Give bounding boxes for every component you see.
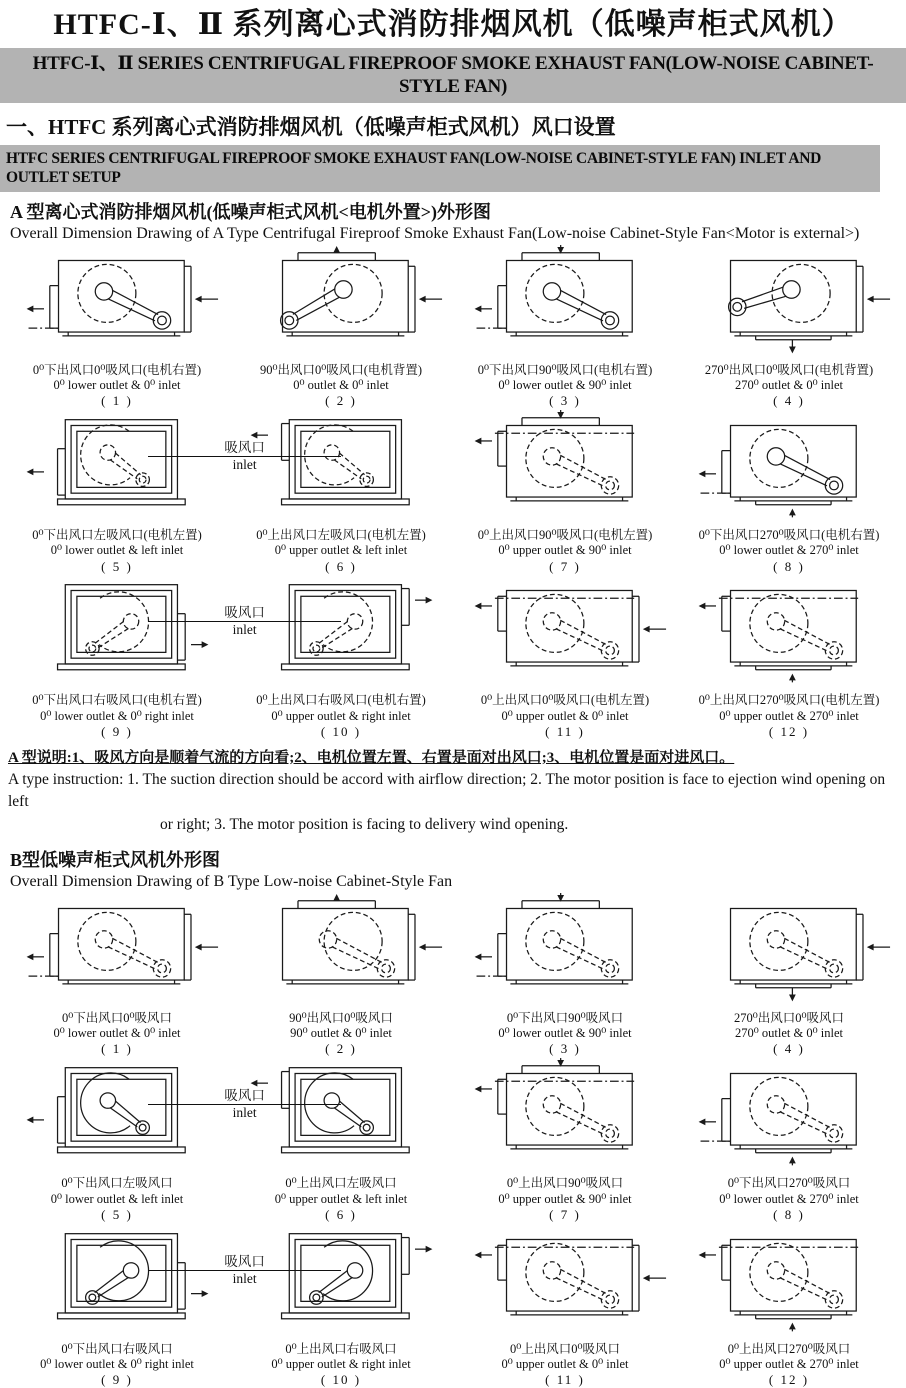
section-a-note-en-line1: A type instruction: 1. The suction direction should be accord with airflow direction; 2. The motor position is face to ejection wind opening on left <box>8 770 886 810</box>
fan-figure <box>453 1224 677 1342</box>
caption-en: 0⁰ lower outlet & 90⁰ inlet <box>498 1026 632 1041</box>
fan-diagram-cell-7 <box>453 410 677 574</box>
fan-diagram-cell-10 <box>229 1224 453 1388</box>
caption-number: ( 11 ) <box>545 1372 585 1388</box>
fan-figure <box>677 410 901 528</box>
fan-diagram-cell-4 <box>677 893 901 1057</box>
caption-en: 0⁰ lower outlet & 270⁰ inlet <box>719 543 859 558</box>
section-a-note-cn: A 型说明:1、吸风方向是顺着气流的方向看;2、电机位置左置、右置是面对出风口;3、电机位置是面对进风口。 <box>8 749 735 766</box>
caption-cn: 0⁰下出风口90⁰吸风口 <box>506 1010 624 1025</box>
caption-number: ( 10 ) <box>320 723 362 739</box>
caption-number: ( 3 ) <box>549 393 581 409</box>
fan-figure <box>453 410 677 528</box>
fan-figure <box>229 893 453 1011</box>
caption-number: ( 12 ) <box>768 723 810 739</box>
caption-en: 0⁰ upper outlet & 0⁰ inlet <box>501 708 629 723</box>
caption-number: ( 6 ) <box>325 558 357 574</box>
fan-figure <box>229 575 453 693</box>
fan-diagram-cell-2 <box>229 893 453 1057</box>
caption-en: 270⁰ outlet & 0⁰ inlet <box>735 1026 843 1041</box>
caption-cn: 0⁰下出风口右吸风口(电机右置) <box>32 693 202 708</box>
fan-diagram-cell-9 <box>5 1224 229 1388</box>
fan-diagram-cell-11 <box>453 1224 677 1388</box>
section-1-banner-en: HTFC SERIES CENTRIFUGAL FIREPROOF SMOKE EXHAUST FAN(LOW-NOISE CABINET-STYLE FAN) INLET AND OUTLET SETUP <box>0 145 880 192</box>
caption-en: 0⁰ lower outlet & 0⁰ right inlet <box>40 1356 194 1371</box>
catalog-page <box>0 6 906 1388</box>
caption-number: ( 8 ) <box>773 558 805 574</box>
fan-figure <box>5 1058 229 1176</box>
fan-figure <box>453 245 677 363</box>
caption-cn: 270⁰出风口0⁰吸风口 <box>733 1010 845 1025</box>
caption-en: 0⁰ upper outlet & left inlet <box>274 1191 408 1206</box>
caption-cn: 0⁰下出风口0⁰吸风口(电机右置) <box>32 362 202 377</box>
caption-number: ( 2 ) <box>325 393 357 409</box>
caption-number: ( 6 ) <box>325 1206 357 1222</box>
caption-cn: 0⁰上出风口0⁰吸风口(电机左置) <box>480 693 650 708</box>
caption-en: 0⁰ upper outlet & 0⁰ inlet <box>501 1356 629 1371</box>
fan-row <box>5 1058 901 1222</box>
caption-cn: 0⁰上出风口90⁰吸风口(电机左置) <box>477 528 653 543</box>
caption-number: ( 11 ) <box>545 723 585 739</box>
section-b-title-en: Overall Dimension Drawing of B Type Low-noise Cabinet-Style Fan <box>10 872 453 890</box>
caption-cn: 0⁰上出风口270⁰吸风口 <box>727 1341 851 1356</box>
caption-number: ( 10 ) <box>320 1372 362 1388</box>
fan-diagram-cell-1 <box>5 893 229 1057</box>
section-a-note-en-line2: or right; 3. The motor position is facing to delivery wind opening. <box>160 816 569 834</box>
fan-diagram-cell-3 <box>453 893 677 1057</box>
caption-cn: 0⁰下出风口90⁰吸风口(电机右置) <box>477 362 653 377</box>
fan-diagram-cell-5 <box>5 410 229 574</box>
caption-en: 0⁰ upper outlet & 270⁰ inlet <box>719 1356 859 1371</box>
section-a-diagram-grid <box>5 245 901 740</box>
inlet-label-cn: 吸风口 <box>148 1084 341 1105</box>
caption-en: 0⁰ lower outlet & 0⁰ inlet <box>53 1026 181 1041</box>
fan-diagram-cell-7 <box>453 1058 677 1222</box>
caption-cn: 0⁰下出风口右吸风口 <box>61 1341 173 1356</box>
fan-row <box>5 245 901 409</box>
fan-row <box>5 893 901 1057</box>
inlet-label-en: inlet <box>232 457 257 473</box>
fan-row <box>5 575 901 739</box>
fan-figure <box>677 893 901 1011</box>
fan-diagram-cell-1 <box>5 245 229 409</box>
caption-cn: 90⁰出风口0⁰吸风口 <box>289 1010 393 1025</box>
caption-en: 0⁰ upper outlet & 90⁰ inlet <box>498 543 632 558</box>
fan-diagram-cell-6 <box>229 1058 453 1222</box>
caption-cn: 0⁰上出风口右吸风口(电机右置) <box>256 693 426 708</box>
fan-figure <box>5 1224 229 1342</box>
fan-diagram-cell-6 <box>229 410 453 574</box>
fan-diagram-cell-8 <box>677 1058 901 1222</box>
fan-figure <box>229 245 453 363</box>
fan-figure <box>453 575 677 693</box>
caption-number: ( 1 ) <box>101 393 133 409</box>
caption-number: ( 7 ) <box>549 558 581 574</box>
caption-cn: 270⁰出风口0⁰吸风口(电机背置) <box>704 362 874 377</box>
caption-en: 0⁰ lower outlet & left inlet <box>50 1191 184 1206</box>
caption-en: 0⁰ upper outlet & right inlet <box>271 1356 411 1371</box>
caption-en: 0⁰ lower outlet & 0⁰ right inlet <box>40 708 194 723</box>
caption-cn: 0⁰上出风口右吸风口 <box>285 1341 397 1356</box>
fan-figure <box>677 1224 901 1342</box>
caption-en: 270⁰ outlet & 0⁰ inlet <box>735 378 843 392</box>
caption-number: ( 5 ) <box>101 1206 133 1222</box>
fan-diagram-cell-12 <box>677 575 901 739</box>
inlet-label-en: inlet <box>232 1270 257 1286</box>
caption-cn: 0⁰上出风口270⁰吸风口(电机左置) <box>698 693 880 708</box>
caption-cn: 0⁰上出风口0⁰吸风口 <box>509 1341 621 1356</box>
inlet-label-cn: 吸风口 <box>148 601 341 622</box>
fan-figure <box>453 1058 677 1176</box>
section-b-diagram-grid <box>5 893 901 1388</box>
caption-cn: 0⁰下出风口270⁰吸风口 <box>727 1176 851 1191</box>
fan-diagram-cell-3 <box>453 245 677 409</box>
fan-figure <box>5 245 229 363</box>
section-a-title-cn: A 型离心式消防排烟风机(低噪声柜式风机<电机外置>)外形图 <box>10 201 492 222</box>
caption-number: ( 9 ) <box>101 1372 133 1388</box>
caption-number: ( 4 ) <box>773 1041 805 1057</box>
fan-figure <box>677 245 901 363</box>
caption-en: 0⁰ lower outlet & left inlet <box>50 543 184 558</box>
fan-figure <box>229 410 453 528</box>
caption-number: ( 3 ) <box>549 1041 581 1057</box>
fan-row <box>5 1224 901 1388</box>
caption-en: 0⁰ upper outlet & right inlet <box>271 708 411 723</box>
fan-row <box>5 410 901 574</box>
caption-cn: 0⁰上出风口90⁰吸风口 <box>506 1176 624 1191</box>
section-1-heading-cn: 一、HTFC 系列离心式消防排烟风机（低噪声柜式风机）风口设置 <box>6 115 616 139</box>
fan-figure <box>229 1058 453 1176</box>
caption-en: 0⁰ outlet & 0⁰ inlet <box>293 378 389 392</box>
caption-en: 0⁰ upper outlet & left inlet <box>274 543 408 558</box>
inlet-label-en: inlet <box>232 622 257 638</box>
inlet-label-cn: 吸风口 <box>148 1250 341 1271</box>
caption-en: 0⁰ upper outlet & 270⁰ inlet <box>719 708 859 723</box>
caption-number: ( 8 ) <box>773 1206 805 1222</box>
fan-diagram-cell-2 <box>229 245 453 409</box>
fan-figure <box>5 893 229 1011</box>
fan-figure <box>453 893 677 1011</box>
fan-figure <box>5 410 229 528</box>
fan-diagram-cell-4 <box>677 245 901 409</box>
fan-figure <box>677 575 901 693</box>
fan-figure <box>677 1058 901 1176</box>
caption-number: ( 7 ) <box>549 1206 581 1222</box>
caption-number: ( 9 ) <box>101 723 133 739</box>
fan-diagram-cell-12 <box>677 1224 901 1388</box>
caption-en: 0⁰ lower outlet & 90⁰ inlet <box>498 378 632 392</box>
series-banner-en: HTFC-Ⅰ、Ⅱ SERIES CENTRIFUGAL FIREPROOF SMOKE EXHAUST FAN(LOW-NOISE CABINET-STYLE FAN) <box>0 48 906 104</box>
caption-cn: 0⁰上出风口左吸风口(电机左置) <box>256 528 426 543</box>
caption-cn: 0⁰下出风口0⁰吸风口 <box>61 1010 173 1025</box>
fan-diagram-cell-8 <box>677 410 901 574</box>
caption-cn: 0⁰上出风口左吸风口 <box>285 1176 397 1191</box>
caption-number: ( 12 ) <box>768 1372 810 1388</box>
section-a-title-en: Overall Dimension Drawing of A Type Centrifugal Fireproof Smoke Exhaust Fan(Low-noise Cabinet-Style Fan<Motor is external>) <box>10 224 860 242</box>
fan-diagram-cell-9 <box>5 575 229 739</box>
caption-number: ( 5 ) <box>101 558 133 574</box>
caption-en: 0⁰ lower outlet & 270⁰ inlet <box>719 1191 859 1206</box>
fan-figure <box>229 1224 453 1342</box>
fan-diagram-cell-10 <box>229 575 453 739</box>
caption-en: 0⁰ lower outlet & 0⁰ inlet <box>53 378 181 392</box>
caption-number: ( 1 ) <box>101 1041 133 1057</box>
fan-figure <box>5 575 229 693</box>
caption-cn: 0⁰下出风口左吸风口(电机左置) <box>32 528 202 543</box>
fan-diagram-cell-5 <box>5 1058 229 1222</box>
section-b-title-cn: B型低噪声柜式风机外形图 <box>10 849 221 870</box>
caption-cn: 0⁰下出风口左吸风口 <box>61 1176 173 1191</box>
caption-cn: 0⁰下出风口270⁰吸风口(电机右置) <box>698 528 880 543</box>
page-title: HTFC-Ⅰ、Ⅱ 系列离心式消防排烟风机（低噪声柜式风机） <box>53 8 853 41</box>
caption-cn: 90⁰出风口0⁰吸风口(电机背置) <box>259 362 423 377</box>
caption-number: ( 2 ) <box>325 1041 357 1057</box>
inlet-label-en: inlet <box>232 1105 257 1121</box>
fan-diagram-cell-11 <box>453 575 677 739</box>
caption-en: 90⁰ outlet & 0⁰ inlet <box>290 1026 392 1041</box>
caption-number: ( 4 ) <box>773 393 805 409</box>
caption-en: 0⁰ upper outlet & 90⁰ inlet <box>498 1191 632 1206</box>
inlet-label-cn: 吸风口 <box>148 436 341 457</box>
